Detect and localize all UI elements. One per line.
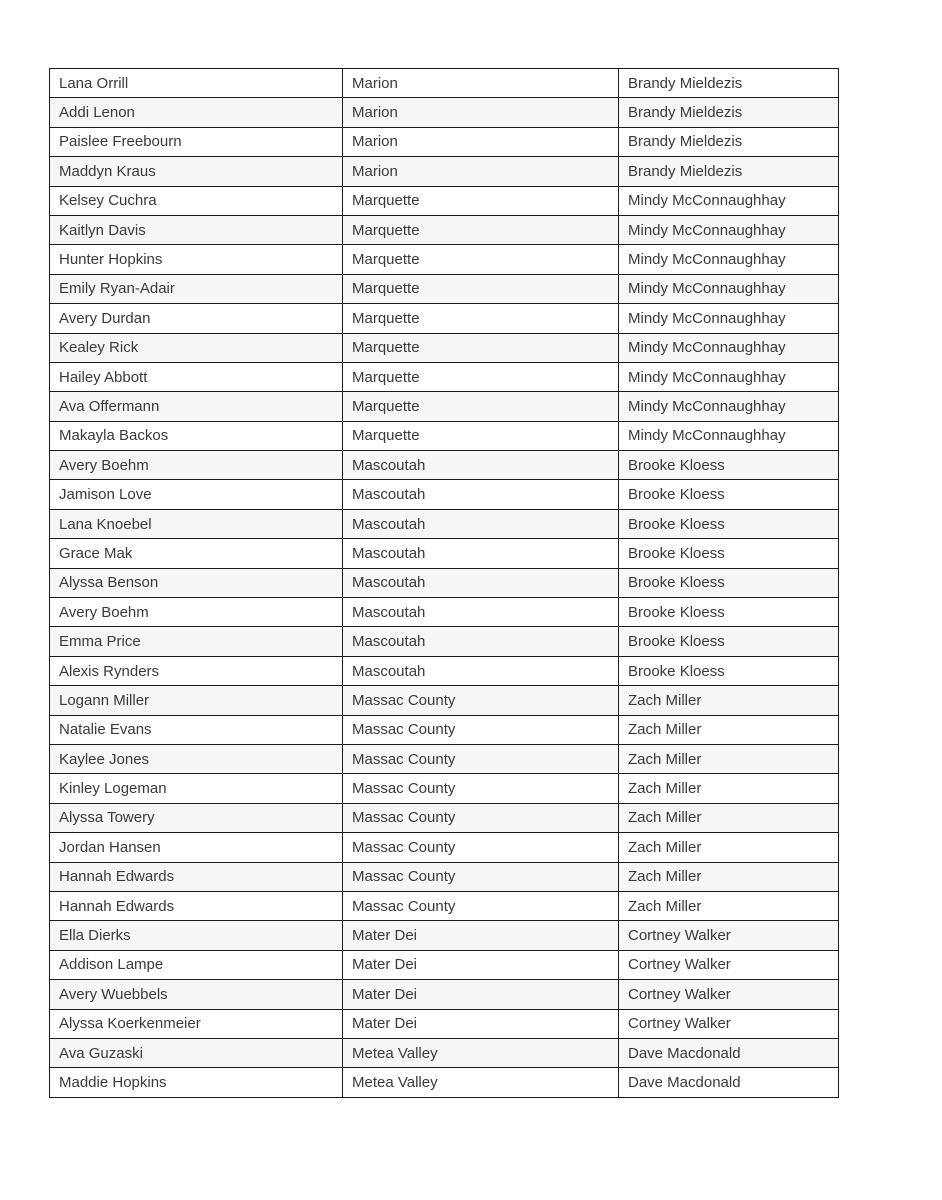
coach-name-cell: Mindy McConnaughhay <box>619 392 839 421</box>
coach-name-cell: Dave Macdonald <box>619 1068 839 1097</box>
school-cell: Marion <box>343 157 619 186</box>
player-name-cell: Ava Offermann <box>50 392 343 421</box>
school-cell: Marquette <box>343 392 619 421</box>
player-name-cell: Avery Wuebbels <box>50 980 343 1009</box>
coach-name-cell: Zach Miller <box>619 862 839 891</box>
school-cell: Massac County <box>343 686 619 715</box>
table-row <box>50 539 839 568</box>
school-cell: Marquette <box>343 245 619 274</box>
coach-name-cell: Zach Miller <box>619 891 839 920</box>
table-row <box>50 891 839 920</box>
player-name-cell: Alexis Rynders <box>50 656 343 685</box>
table-row <box>50 274 839 303</box>
school-cell: Mater Dei <box>343 980 619 1009</box>
coach-name-cell: Brooke Kloess <box>619 539 839 568</box>
table-row <box>50 656 839 685</box>
school-cell: Massac County <box>343 803 619 832</box>
table-row <box>50 392 839 421</box>
school-cell: Marquette <box>343 333 619 362</box>
table-row <box>50 509 839 538</box>
coach-name-cell: Mindy McConnaughhay <box>619 421 839 450</box>
coach-name-cell: Mindy McConnaughhay <box>619 333 839 362</box>
table-row <box>50 598 839 627</box>
table-row <box>50 421 839 450</box>
table-row <box>50 1009 839 1038</box>
player-name-cell: Jordan Hansen <box>50 833 343 862</box>
coach-name-cell: Mindy McConnaughhay <box>619 215 839 244</box>
player-name-cell: Maddyn Kraus <box>50 157 343 186</box>
school-cell: Marquette <box>343 274 619 303</box>
roster-table <box>49 68 839 1098</box>
player-name-cell: Maddie Hopkins <box>50 1068 343 1097</box>
table-row <box>50 744 839 773</box>
coach-name-cell: Brooke Kloess <box>619 451 839 480</box>
coach-name-cell: Brooke Kloess <box>619 480 839 509</box>
school-cell: Mascoutah <box>343 480 619 509</box>
coach-name-cell: Zach Miller <box>619 774 839 803</box>
table-row <box>50 686 839 715</box>
table-row <box>50 980 839 1009</box>
table-row <box>50 451 839 480</box>
school-cell: Mascoutah <box>343 539 619 568</box>
coach-name-cell: Mindy McConnaughhay <box>619 245 839 274</box>
school-cell: Mascoutah <box>343 451 619 480</box>
school-cell: Marion <box>343 69 619 98</box>
player-name-cell: Addison Lampe <box>50 950 343 979</box>
player-name-cell: Hannah Edwards <box>50 862 343 891</box>
player-name-cell: Avery Durdan <box>50 304 343 333</box>
coach-name-cell: Mindy McConnaughhay <box>619 362 839 391</box>
coach-name-cell: Brooke Kloess <box>619 598 839 627</box>
school-cell: Massac County <box>343 744 619 773</box>
player-name-cell: Jamison Love <box>50 480 343 509</box>
player-name-cell: Kelsey Cuchra <box>50 186 343 215</box>
table-row <box>50 568 839 597</box>
table-row <box>50 862 839 891</box>
table-row <box>50 245 839 274</box>
table-row <box>50 69 839 98</box>
table-row <box>50 157 839 186</box>
school-cell: Massac County <box>343 833 619 862</box>
school-cell: Marion <box>343 98 619 127</box>
table-row <box>50 333 839 362</box>
table-row <box>50 627 839 656</box>
school-cell: Marquette <box>343 215 619 244</box>
player-name-cell: Makayla Backos <box>50 421 343 450</box>
school-cell: Mascoutah <box>343 568 619 597</box>
player-name-cell: Hunter Hopkins <box>50 245 343 274</box>
player-name-cell: Kaitlyn Davis <box>50 215 343 244</box>
coach-name-cell: Cortney Walker <box>619 950 839 979</box>
player-name-cell: Emily Ryan-Adair <box>50 274 343 303</box>
school-cell: Marion <box>343 127 619 156</box>
player-name-cell: Avery Boehm <box>50 598 343 627</box>
coach-name-cell: Cortney Walker <box>619 921 839 950</box>
table-row <box>50 1038 839 1067</box>
table-row <box>50 480 839 509</box>
player-name-cell: Avery Boehm <box>50 451 343 480</box>
school-cell: Mater Dei <box>343 1009 619 1038</box>
school-cell: Massac County <box>343 774 619 803</box>
coach-name-cell: Cortney Walker <box>619 980 839 1009</box>
school-cell: Mater Dei <box>343 950 619 979</box>
school-cell: Mascoutah <box>343 509 619 538</box>
school-cell: Massac County <box>343 891 619 920</box>
coach-name-cell: Brandy Mieldezis <box>619 98 839 127</box>
player-name-cell: Hailey Abbott <box>50 362 343 391</box>
school-cell: Marquette <box>343 186 619 215</box>
table-row <box>50 921 839 950</box>
school-cell: Mascoutah <box>343 598 619 627</box>
table-row <box>50 833 839 862</box>
coach-name-cell: Cortney Walker <box>619 1009 839 1038</box>
table-row <box>50 186 839 215</box>
player-name-cell: Addi Lenon <box>50 98 343 127</box>
coach-name-cell: Brooke Kloess <box>619 656 839 685</box>
player-name-cell: Natalie Evans <box>50 715 343 744</box>
player-name-cell: Kealey Rick <box>50 333 343 362</box>
school-cell: Mascoutah <box>343 627 619 656</box>
school-cell: Marquette <box>343 421 619 450</box>
table-row <box>50 803 839 832</box>
coach-name-cell: Mindy McConnaughhay <box>619 274 839 303</box>
school-cell: Mater Dei <box>343 921 619 950</box>
table-row <box>50 1068 839 1097</box>
coach-name-cell: Zach Miller <box>619 744 839 773</box>
coach-name-cell: Mindy McConnaughhay <box>619 304 839 333</box>
school-cell: Metea Valley <box>343 1038 619 1067</box>
player-name-cell: Paislee Freebourn <box>50 127 343 156</box>
coach-name-cell: Brandy Mieldezis <box>619 69 839 98</box>
player-name-cell: Logann Miller <box>50 686 343 715</box>
player-name-cell: Lana Orrill <box>50 69 343 98</box>
coach-name-cell: Zach Miller <box>619 833 839 862</box>
player-name-cell: Ava Guzaski <box>50 1038 343 1067</box>
player-name-cell: Hannah Edwards <box>50 891 343 920</box>
coach-name-cell: Brooke Kloess <box>619 568 839 597</box>
table-row <box>50 715 839 744</box>
player-name-cell: Alyssa Benson <box>50 568 343 597</box>
table-row <box>50 215 839 244</box>
player-name-cell: Alyssa Towery <box>50 803 343 832</box>
school-cell: Massac County <box>343 862 619 891</box>
coach-name-cell: Zach Miller <box>619 715 839 744</box>
coach-name-cell: Brandy Mieldezis <box>619 127 839 156</box>
table-row <box>50 950 839 979</box>
school-cell: Mascoutah <box>343 656 619 685</box>
table-row <box>50 774 839 803</box>
coach-name-cell: Brooke Kloess <box>619 509 839 538</box>
school-cell: Marquette <box>343 362 619 391</box>
coach-name-cell: Brandy Mieldezis <box>619 157 839 186</box>
coach-name-cell: Zach Miller <box>619 803 839 832</box>
player-name-cell: Alyssa Koerkenmeier <box>50 1009 343 1038</box>
coach-name-cell: Dave Macdonald <box>619 1038 839 1067</box>
coach-name-cell: Brooke Kloess <box>619 627 839 656</box>
table-row <box>50 362 839 391</box>
player-name-cell: Kaylee Jones <box>50 744 343 773</box>
player-name-cell: Grace Mak <box>50 539 343 568</box>
player-name-cell: Lana Knoebel <box>50 509 343 538</box>
roster-table-body <box>50 69 839 1098</box>
coach-name-cell: Mindy McConnaughhay <box>619 186 839 215</box>
coach-name-cell: Zach Miller <box>619 686 839 715</box>
school-cell: Marquette <box>343 304 619 333</box>
school-cell: Massac County <box>343 715 619 744</box>
player-name-cell: Kinley Logeman <box>50 774 343 803</box>
player-name-cell: Emma Price <box>50 627 343 656</box>
player-name-cell: Ella Dierks <box>50 921 343 950</box>
table-row <box>50 127 839 156</box>
table-row <box>50 304 839 333</box>
school-cell: Metea Valley <box>343 1068 619 1097</box>
table-row <box>50 98 839 127</box>
